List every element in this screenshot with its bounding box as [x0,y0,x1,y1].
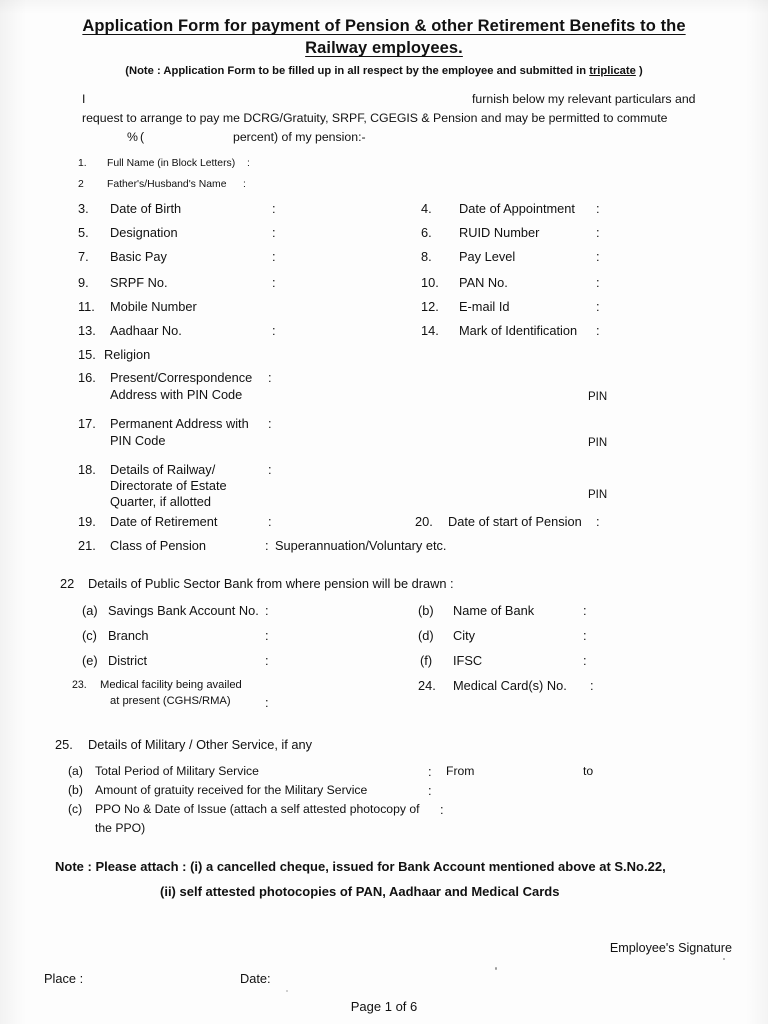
field-2-number: 2 [78,179,84,190]
field-14-number: 14. [421,323,439,338]
military-b-label: Amount of gratuity received for the Military Service [95,783,368,797]
bank-e-label: District [108,653,148,668]
bank-c-input[interactable] [284,629,408,642]
field-9-number: 9. [78,275,89,290]
field-4-colon: : [596,201,600,216]
military-a-number: (a) [68,764,83,778]
field-12-input[interactable] [610,300,738,313]
field-18-number: 18. [78,462,96,477]
field-6-number: 6. [421,225,432,240]
military-c-label: PPO No & Date of Issue (attach a self attested photocopy of [95,802,420,816]
field-1-input[interactable] [258,159,732,172]
field-row-aadhaar-mark [0,322,768,346]
field-3-colon: : [272,201,276,216]
intro-after-blank: furnish below my relevant particulars and [472,92,696,106]
bank-row-account-name [0,602,768,627]
field-10-label: PAN No. [459,275,508,290]
date-label: Date: [240,971,271,986]
field-16-input-line-2a[interactable] [287,393,588,406]
field-5-number: 5. [78,225,89,240]
subtitle-suffix: ) [635,65,643,77]
bank-a-number: (a) [82,603,98,618]
field-15-input[interactable] [161,348,229,361]
field-24-number: 24. [418,678,436,693]
field-row-retirement-pension-start [0,513,768,537]
intro-percent-words-blank[interactable] [146,129,230,142]
subtitle-prefix: (Note : Application Form to be filled up in all respect by the employee and submitted in [125,65,590,77]
field-16-pin-label: PIN [588,391,608,403]
military-a-from-input[interactable] [482,765,580,778]
field-17-input-line-2a[interactable] [287,439,588,452]
bank-d-colon: : [583,628,587,643]
military-a-colon: : [428,764,432,779]
field-12-colon: : [596,299,600,314]
military-b-number: (b) [68,783,83,797]
field-15-label: Religion [104,347,151,362]
military-heading-row [0,736,768,764]
bank-section-heading: Details of Public Sector Bank from where pension will be drawn : [88,576,454,591]
field-20-input[interactable] [610,515,738,528]
field-9-input[interactable] [287,276,411,289]
field-18-label-line-1: Details of Railway/ [110,462,216,477]
field-row-mobile-email [0,298,768,322]
bank-c-label: Branch [108,628,149,643]
military-a-from-label: From [446,764,475,778]
bank-a-label: Savings Bank Account No. [108,603,259,618]
attachment-note-section [0,859,768,909]
field-9-colon: : [272,275,276,290]
field-7-colon: : [272,249,276,264]
field-row-father-husband-name [0,177,768,200]
field-24-input-line-2[interactable] [605,700,733,713]
page-title-line-1: Application Form for payment of Pension & other Retirement Benefits to the [82,17,686,35]
field-24-label: Medical Card(s) No. [453,678,567,693]
form-fields [0,156,768,561]
bank-b-number: (b) [418,603,434,618]
field-row-medical [0,677,768,723]
bank-row-district-ifsc [0,652,768,677]
field-20-label: Date of start of Pension [448,514,582,529]
field-13-label: Aadhaar No. [110,323,182,338]
field-5-label: Designation [110,225,178,240]
bank-f-input[interactable] [598,654,733,667]
field-23-label-line-1: Medical facility being availed [100,679,242,691]
field-row-full-name [0,156,768,177]
bank-e-colon: : [265,653,269,668]
date-input[interactable] [277,972,390,985]
field-row-dob-appointment [0,200,768,224]
intro-line-2: request to arrange to pay me DCRG/Gratuity, SRPF, CGEGIS & Pension and may be permitted to commute [82,111,668,125]
field-11-number: 11. [78,299,95,314]
signature-row [0,941,768,971]
bank-row-branch-city [0,627,768,652]
bank-f-colon: : [583,653,587,668]
field-16-number: 16. [78,370,96,385]
bank-d-input[interactable] [598,629,733,642]
field-17-pin-label: PIN [588,437,608,449]
field-23-colon: : [265,695,269,710]
field-9-label: SRPF No. [110,275,168,290]
field-1-number: 1. [78,158,87,169]
military-c-number: (c) [68,802,83,816]
military-c-label-line-2: the PPO) [95,821,146,835]
field-2-colon: : [243,179,246,190]
subtitle-underlined-word: triplicate [589,65,636,77]
field-6-label: RUID Number [459,225,540,240]
field-21-label: Class of Pension [110,538,207,553]
attachment-note-row-2 [0,884,768,909]
military-b-colon: : [428,783,432,798]
attachment-note-line-1: Note : Please attach : (i) a cancelled cheque, issued for Bank Account mentioned above at S.No.22, [55,859,666,874]
military-row-ppo-continued [0,821,768,843]
field-19-colon: : [268,514,272,529]
field-6-input[interactable] [610,226,738,239]
field-24-input-line-1[interactable] [605,679,733,692]
intro-i: I [82,92,86,106]
military-section-heading: Details of Military / Other Service, if any [88,737,313,752]
field-6-colon: : [596,225,600,240]
military-c-input[interactable] [452,803,738,816]
field-row-permanent-address [0,415,768,461]
field-11-label: Mobile Number [110,299,197,314]
page-number: Page 1 of 6 [350,999,418,1014]
field-row-religion [0,346,768,369]
field-18-pin-input[interactable] [611,491,738,504]
field-13-input[interactable] [287,324,411,337]
field-16-label-line-2: Address with PIN Code [110,387,243,402]
field-16-pin-input[interactable] [611,393,738,406]
field-1-label: Full Name (in Block Letters) [107,158,236,169]
field-20-number: 20. [415,514,433,529]
military-service-section [0,736,768,843]
field-row-designation-ruid [0,224,768,248]
bank-a-colon: : [265,603,269,618]
field-10-number: 10. [421,275,439,290]
field-18-pin-label: PIN [588,489,608,501]
field-10-colon: : [596,275,600,290]
bank-c-colon: : [265,628,269,643]
field-19-number: 19. [78,514,96,529]
bank-details-section [0,575,768,723]
intro-name-blank[interactable] [91,91,472,104]
bank-f-number: (f) [420,653,433,668]
field-12-number: 12. [421,299,439,314]
military-row-ppo [0,802,768,821]
field-17-input-line-1[interactable] [282,418,738,431]
field-17-label-line-2: PIN Code [110,433,166,448]
field-16-colon: : [268,370,272,385]
page-number-row [0,999,768,1025]
field-19-label: Date of Retirement [110,514,218,529]
field-20-colon: : [596,514,600,529]
intro-open-paren: ( [140,130,145,144]
field-2-label: Father's/Husband's Name [107,179,227,190]
attachment-note-row-1 [0,859,768,884]
field-row-quarter-details [0,461,768,513]
military-row-total-period [0,764,768,783]
scan-speck-1 [495,967,497,970]
field-4-number: 4. [421,201,432,216]
bank-b-label: Name of Bank [453,603,535,618]
form-note-subtitle [0,65,768,77]
bank-section-heading-row [0,575,768,602]
military-a-label: Total Period of Military Service [95,764,259,778]
employee-signature-label: Employee's Signature [609,941,732,955]
intro-line-3-tail: percent) of my pension:- [233,130,366,144]
field-14-input[interactable] [610,324,738,337]
field-8-colon: : [596,249,600,264]
field-17-number: 17. [78,416,96,431]
bank-c-number: (c) [82,628,97,643]
field-3-input[interactable] [287,202,411,215]
field-17-pin-input[interactable] [611,439,738,452]
field-8-label: Pay Level [459,249,516,264]
field-17-label-line-1: Permanent Address with [110,416,249,431]
field-8-input[interactable] [610,250,738,263]
field-row-class-of-pension [0,537,768,561]
field-3-number: 3. [78,201,89,216]
field-5-input[interactable] [287,226,411,239]
bank-b-colon: : [583,603,587,618]
field-23-label-line-2: at present (CGHS/RMA) [110,695,231,707]
field-19-input[interactable] [287,515,411,528]
bank-d-number: (d) [418,628,434,643]
form-header [0,0,768,77]
field-21-number: 21. [78,538,96,553]
field-14-label: Mark of Identification [459,323,578,338]
field-10-input[interactable] [610,276,738,289]
field-21-input[interactable] [448,539,738,552]
military-b-input[interactable] [448,784,716,797]
bank-f-label: IFSC [453,653,483,668]
military-row-gratuity [0,783,768,802]
attachment-note-line-2: (ii) self attested photocopies of PAN, Aadhaar and Medical Cards [160,884,560,899]
signature-section [0,941,768,1025]
field-18-colon: : [268,462,272,477]
field-4-label: Date of Appointment [459,201,575,216]
field-24-colon: : [590,678,594,693]
bank-d-label: City [453,628,476,643]
military-section-number: 25. [55,737,73,752]
page-title-line-2: Railway employees. [305,39,463,57]
field-2-input[interactable] [254,180,732,193]
field-18-input-line-1[interactable] [282,464,738,477]
scan-speck-2 [723,958,725,960]
field-17-colon: : [268,416,272,431]
field-21-value: Superannuation/Voluntary etc. [275,538,447,553]
place-date-row [0,971,768,999]
field-7-number: 7. [78,249,89,264]
military-a-to-input[interactable] [601,765,716,778]
field-16-label-line-1: Present/Correspondence [110,370,253,385]
intro-percent-blank[interactable] [82,129,126,142]
field-row-basic-pay-level [0,248,768,272]
field-18-input-line-2a[interactable] [287,491,588,504]
field-15-number: 15. [78,347,96,362]
place-input[interactable] [85,972,200,985]
field-11-input[interactable] [287,300,411,313]
field-4-input[interactable] [610,202,738,215]
bank-e-number: (e) [82,653,98,668]
field-14-colon: : [596,323,600,338]
field-7-label: Basic Pay [110,249,167,264]
field-16-input-line-1[interactable] [282,372,738,385]
military-c-colon: : [440,802,444,817]
field-18-label-line-2: Directorate of Estate [110,478,227,493]
field-row-present-address [0,369,768,415]
field-13-colon: : [272,323,276,338]
field-21-colon: : [265,538,269,553]
field-23-input[interactable] [284,697,408,710]
bank-a-input[interactable] [284,604,408,617]
bank-e-input[interactable] [284,654,408,667]
field-5-colon: : [272,225,276,240]
field-1-colon: : [247,158,250,169]
intro-paragraph [82,90,738,147]
scan-speck-3 [286,990,288,992]
intro-percent-sign: % [127,130,138,144]
military-a-to-label: to [583,764,594,778]
place-label: Place : [44,971,84,986]
field-18-label-line-3: Quarter, if allotted [110,494,212,509]
bank-b-input[interactable] [598,604,733,617]
field-8-number: 8. [421,249,432,264]
bank-section-number: 22 [60,576,75,591]
field-row-srpf-pan [0,272,768,298]
field-23-number: 23. [72,679,87,691]
field-7-input[interactable] [287,250,411,263]
field-3-label: Date of Birth [110,201,182,216]
field-12-label: E-mail Id [459,299,510,314]
field-13-number: 13. [78,323,96,338]
